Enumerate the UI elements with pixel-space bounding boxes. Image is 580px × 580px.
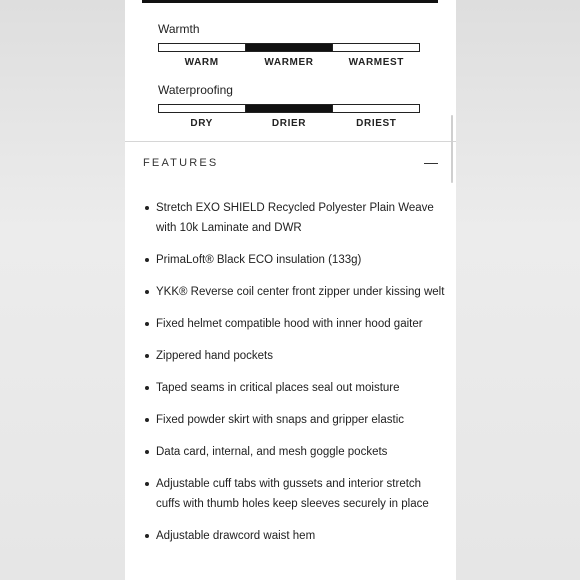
warmth-segment-warmest bbox=[332, 44, 419, 51]
feature-item: Stretch EXO SHIELD Recycled Polyester Plain Weave with 10k Laminate and DWR bbox=[145, 198, 445, 238]
feature-item: Fixed helmet compatible hood with inner hood gaiter bbox=[145, 314, 445, 334]
features-section-title[interactable]: FEATURES bbox=[143, 157, 219, 169]
waterproofing-scale-labels bbox=[158, 118, 420, 129]
section-top-border bbox=[142, 0, 438, 3]
scrollbar[interactable] bbox=[451, 115, 453, 183]
feature-item: Taped seams in critical places seal out moisture bbox=[145, 378, 445, 398]
warmth-label-warmest: WARMEST bbox=[348, 57, 404, 68]
product-details-panel bbox=[125, 0, 456, 580]
warmth-segment-warmer bbox=[245, 44, 332, 51]
waterproofing-label-driest: DRIEST bbox=[356, 118, 397, 129]
waterproofing-segment-dry bbox=[159, 105, 245, 112]
blurred-background-right bbox=[456, 0, 580, 580]
warmth-scale-labels bbox=[158, 57, 420, 68]
minus-icon[interactable] bbox=[424, 157, 438, 171]
blurred-background-left bbox=[0, 0, 125, 580]
waterproofing-segment-drier bbox=[245, 105, 332, 112]
features-list bbox=[145, 198, 445, 558]
feature-item: YKK® Reverse coil center front zipper under kissing welt bbox=[145, 282, 445, 302]
waterproofing-label-dry: DRY bbox=[190, 118, 213, 129]
warmth-label-warmer: WARMER bbox=[264, 57, 314, 68]
waterproofing-title: Waterproofing bbox=[158, 83, 233, 97]
feature-item: PrimaLoft® Black ECO insulation (133g) bbox=[145, 250, 445, 270]
feature-item: Adjustable cuff tabs with gussets and interior stretch cuffs with thumb holes keep sleeves securely in place bbox=[145, 474, 445, 514]
feature-item: Zippered hand pockets bbox=[145, 346, 445, 366]
waterproofing-label-drier: DRIER bbox=[271, 118, 307, 129]
warmth-segment-warm bbox=[159, 44, 245, 51]
feature-item: Fixed powder skirt with snaps and gripper elastic bbox=[145, 410, 445, 430]
warmth-scale-bar bbox=[158, 43, 420, 52]
feature-item: Adjustable drawcord waist hem bbox=[145, 526, 445, 546]
feature-item: Data card, internal, and mesh goggle pockets bbox=[145, 442, 445, 462]
warmth-label-warm: WARM bbox=[184, 57, 219, 68]
section-divider bbox=[125, 141, 456, 142]
waterproofing-segment-driest bbox=[332, 105, 419, 112]
warmth-title: Warmth bbox=[158, 22, 200, 36]
waterproofing-scale-bar bbox=[158, 104, 420, 113]
